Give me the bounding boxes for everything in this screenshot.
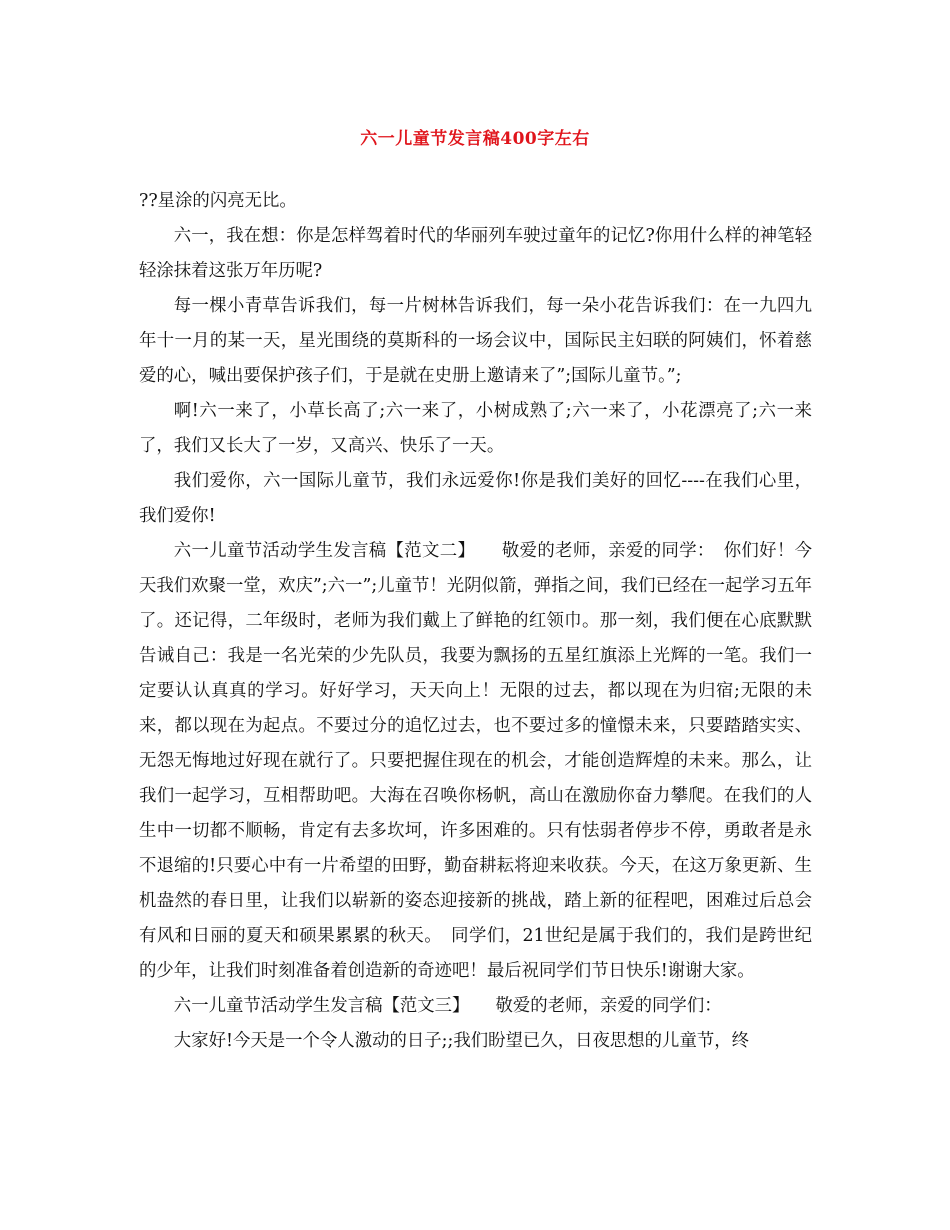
paragraph: 每一棵小青草告诉我们，每一片树林告诉我们，每一朵小花告诉我们：在一九四九年十一月的某一天，星光围绕的莫斯科的一场会议中，国际民主妇联的阿姨们，怀着慈爱的心，喊出要保护孩子们，于是就在史册上邀请来了”;国际儿童节。”; [139,296,812,386]
paragraph: 六一，我在想：你是怎样驾着时代的华丽列车驶过童年的记忆?你用什么样的神笔轻轻涂抹着这张万年历呢? [139,226,812,281]
paragraph: 我们爱你，六一国际儿童节，我们永远爱你!你是我们美好的回忆----在我们心里，我们爱你! [139,471,812,526]
paragraph: 啊!六一来了，小草长高了;六一来了，小树成熟了;六一来了，小花漂亮了;六一来了，我们又长大了一岁，又高兴、快乐了一天。 [139,401,812,456]
document-body [139,184,812,1059]
paragraph: 六一儿童节活动学生发言稿【范文二】 敬爱的老师，亲爱的同学： 你们好！今天我们欢聚一堂，欢庆”;六一”;儿童节！光阴似箭，弹指之间，我们已经在一起学习五年了。还记得，二年级时，老师为我们戴上了鲜艳的红领巾。那一刻，我们便在心底默默告诫自己：我是一名光荣的少先队员，我要为飘扬的五星红旗添上光辉的一笔。我们一定要认认真真的学习。好好学习，天天向上！无限的过去，都以现在为归宿;无限的未来，都以现在为起点。不要过分的追忆过去，也不要过多的憧憬未来，只要踏踏实实、无怨无悔地过好现在就行了。只要把握住现在的机会，才能创造辉煌的未来。那么，让我们一起学习，互相帮助吧。大海在召唤你杨帆，高山在激励你奋力攀爬。在我们的人生中一切都不顺畅，肯定有去多坎坷，许多困难的。只有怯弱者停步不停，勇敢者是永不退缩的!只要心中有一片希望的田野，勤奋耕耘将迎来收获。今天，在这万象更新、生机盎然的春日里，让我们以崭新的姿态迎接新的挑战，踏上新的征程吧，困难过后总会有风和日丽的夏天和硕果累累的秋天。 同学们，21世纪是属于我们的，我们是跨世纪的少年，让我们时刻准备着创造新的奇迹吧！最后祝同学们节日快乐!谢谢大家。 [139,541,812,981]
document-title: 六一儿童节发言稿400字左右 [360,129,590,149]
paragraph: 大家好!今天是一个令人激动的日子;;我们盼望已久，日夜思想的儿童节，终 [173,1031,750,1051]
paragraph: ??星涂的闪亮无比。 [139,191,297,211]
paragraph: 六一儿童节活动学生发言稿【范文三】 敬爱的老师，亲爱的同学们： [173,996,722,1016]
